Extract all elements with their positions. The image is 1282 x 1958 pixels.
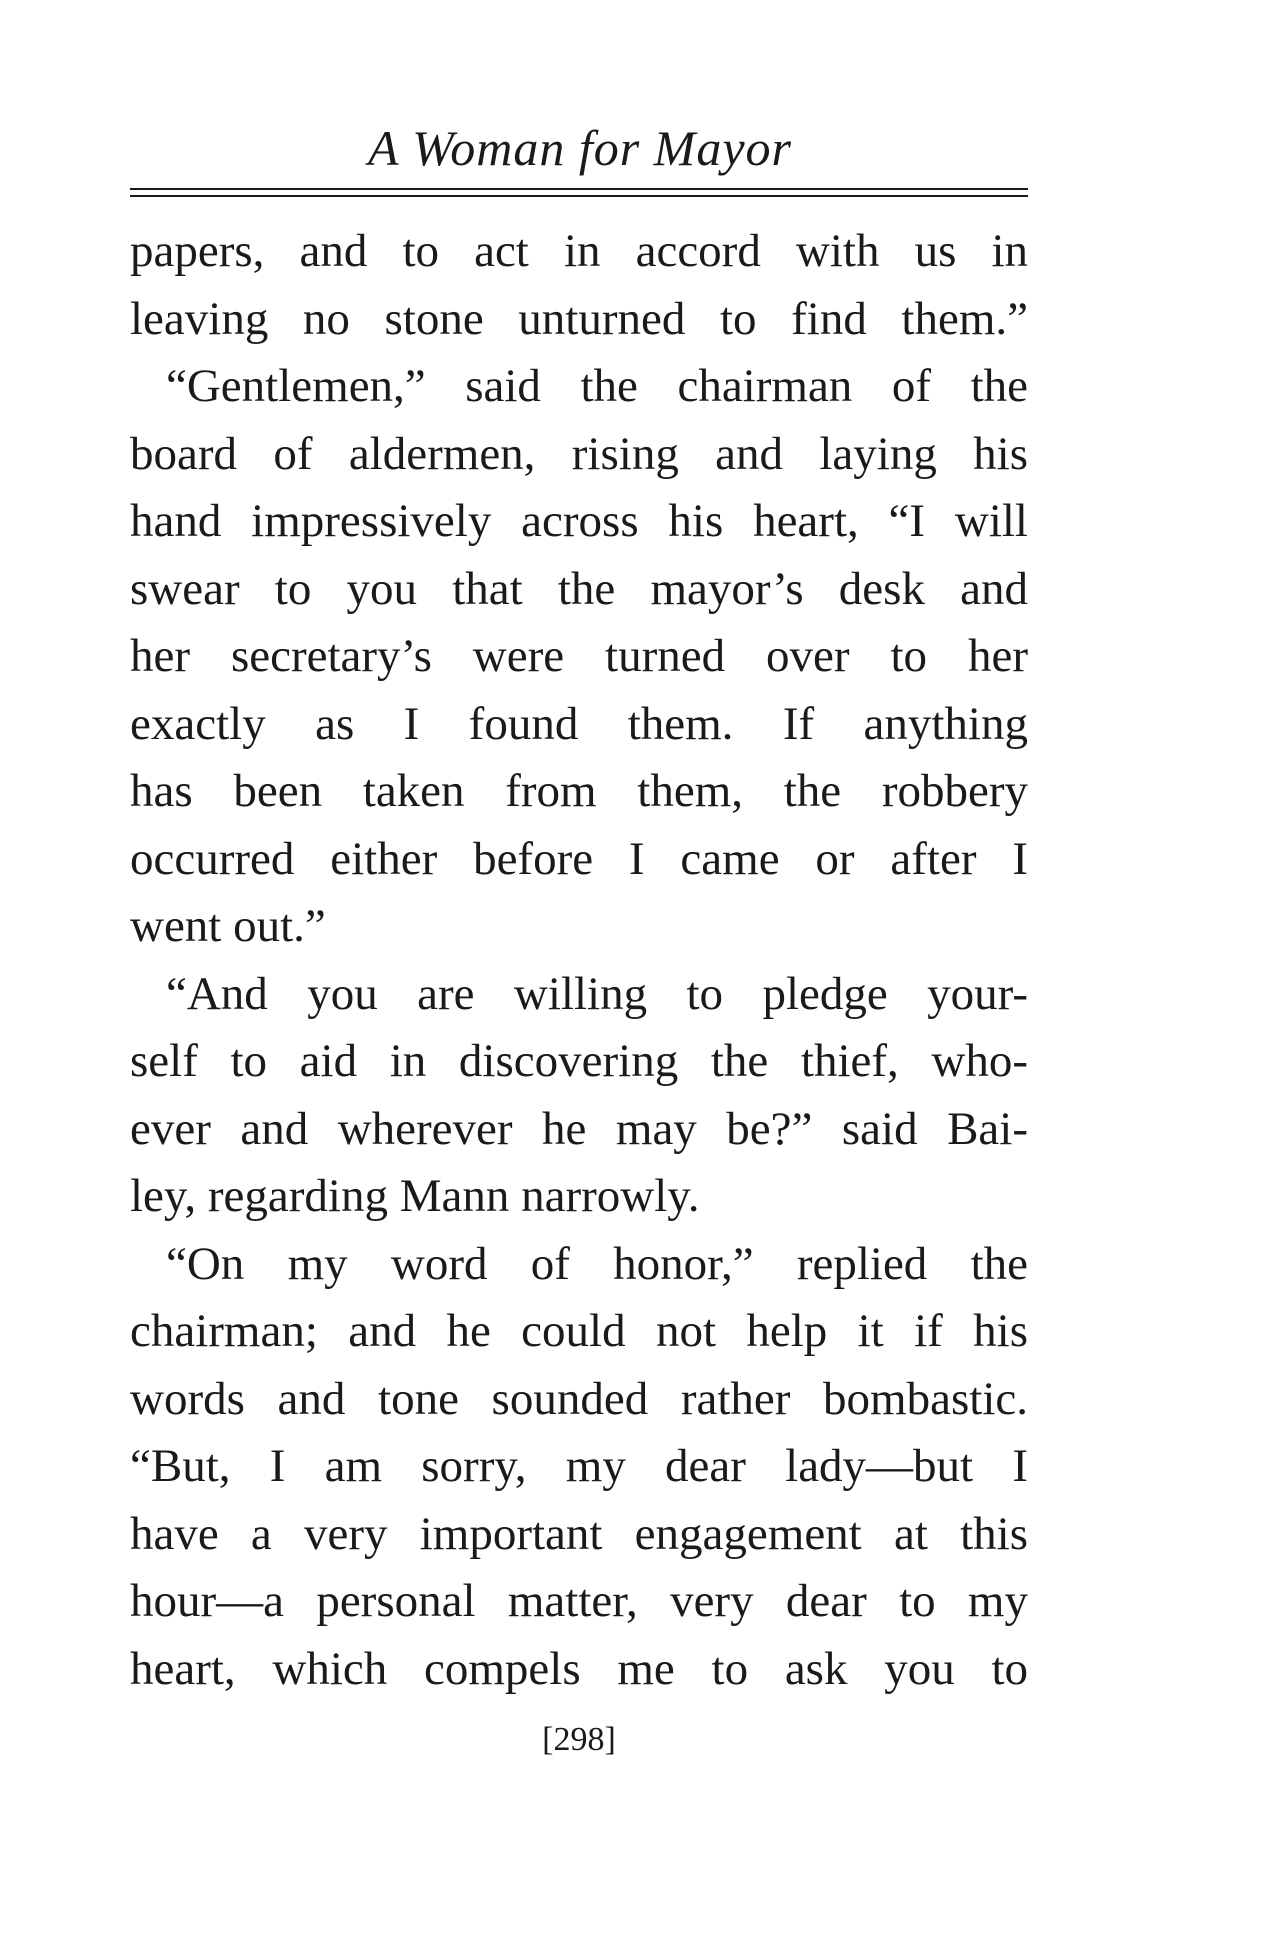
text-line: papers, and to act in accord with us in	[130, 225, 1028, 277]
text-line: words and tone sounded rather bombastic.	[130, 1372, 1028, 1425]
text-line: have a very important engagement at this	[130, 1507, 1028, 1560]
text-line: leaving no stone unturned to find them.”	[130, 292, 1028, 345]
text-line: occurred either before I came or after I	[130, 832, 1028, 885]
text-line: exactly as I found them. If anything	[130, 697, 1028, 750]
body-text	[130, 218, 1028, 1703]
text-line: “And you are willing to pledge your-	[166, 967, 1028, 1020]
text-line: swear to you that the mayor’s desk and	[130, 562, 1028, 615]
text-line: “Gentlemen,” said the chairman of the	[166, 360, 1028, 412]
header-rule-top	[130, 188, 1028, 190]
text-line: “On my word of honor,” replied the	[166, 1237, 1028, 1290]
text-line: hand impressively across his heart, “I will	[130, 495, 1028, 547]
text-line: “But, I am sorry, my dear lady—but I	[130, 1440, 1028, 1492]
text-line: heart, which compels me to ask you to	[130, 1642, 1028, 1695]
running-title: A Woman for Mayor	[368, 120, 792, 176]
page-number: [298]	[542, 1721, 616, 1758]
text-line: has been taken from them, the robbery	[130, 765, 1028, 817]
header-rule-bottom	[130, 195, 1028, 197]
text-line: ley, regarding Mann narrowly.	[130, 1170, 700, 1222]
text-line: self to aid in discovering the thief, who-	[130, 1035, 1028, 1087]
text-line: ever and wherever he may be?” said Bai-	[130, 1102, 1028, 1155]
text-line: chairman; and he could not help it if his	[130, 1305, 1028, 1357]
text-line: went out.”	[130, 900, 326, 952]
text-line: her secretary’s were turned over to her	[130, 630, 1028, 682]
text-line: hour—a personal matter, very dear to my	[130, 1575, 1028, 1627]
text-line: board of aldermen, rising and laying his	[130, 427, 1028, 480]
